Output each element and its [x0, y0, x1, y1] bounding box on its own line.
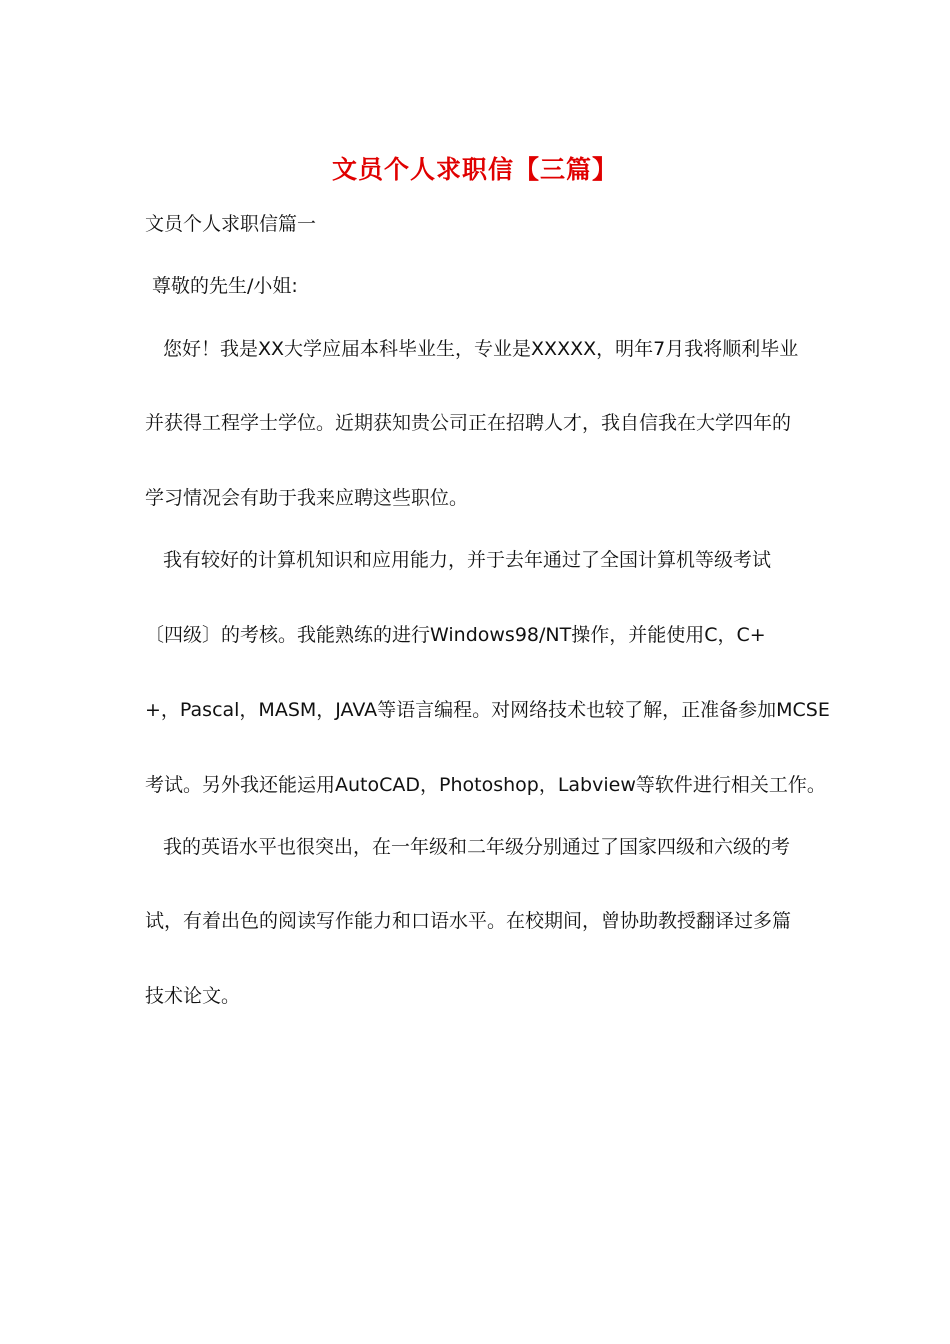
salutation: 尊敬的先生/小姐: [152, 275, 298, 297]
body-line: 您好！我是XX大学应届本科毕业生，专业是XXXXX，明年7月我将顺利毕业 [163, 338, 799, 360]
body-line: 学习情况会有助于我来应聘这些职位。 [145, 487, 469, 509]
document-title: 文员个人求职信【三篇】 [331, 155, 618, 184]
section-heading: 文员个人求职信篇一 [145, 213, 317, 235]
body-line: 并获得工程学士学位。近期获知贵公司正在招聘人才，我自信我在大学四年的 [145, 412, 792, 434]
body-line: 试，有着出色的阅读写作能力和口语水平。在校期间，曾协助教授翻译过多篇 [145, 910, 792, 932]
body-line: 我的英语水平也很突出，在一年级和二年级分别通过了国家四级和六级的考 [163, 836, 791, 858]
body-line: 技术论文。 [145, 985, 241, 1007]
body-line: 考试。另外我还能运用AutoCAD，Photoshop，Labview等软件进行相关工作。 [145, 774, 826, 796]
body-line: 〔四级〕的考核。我能熟练的进行Windows98/NT操作，并能使用C，C+ [145, 624, 766, 646]
body-line: +，Pascal，MASM，JAVA等语言编程。对网络技术也较了解，正准备参加MCSE [145, 699, 830, 721]
body-line: 我有较好的计算机知识和应用能力，并于去年通过了全国计算机等级考试 [163, 549, 772, 571]
